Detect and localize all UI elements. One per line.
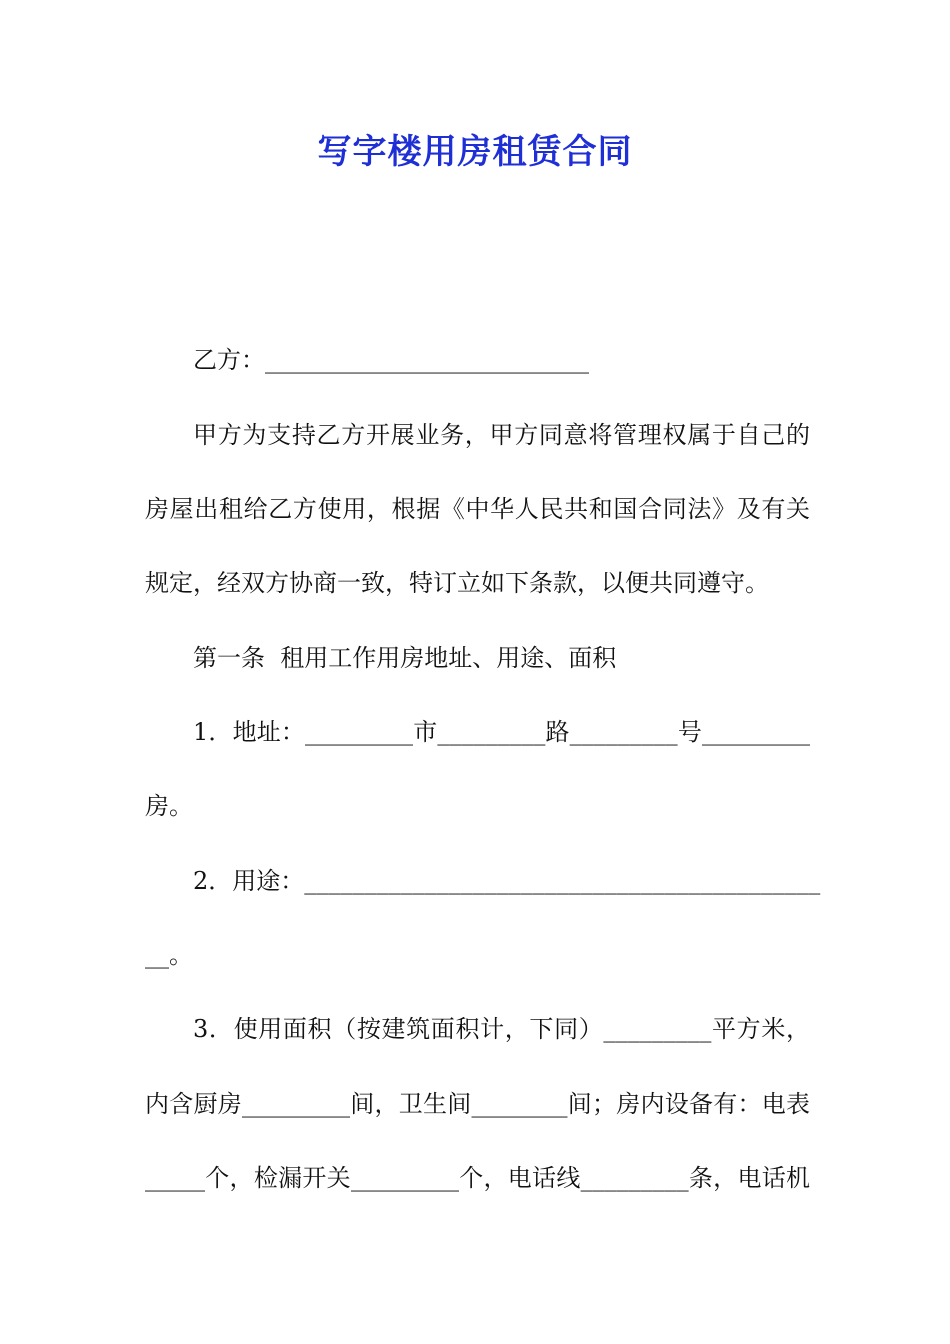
intro-paragraph-line-2: 房屋出租给乙方使用，根据《中华人民共和国合同法》及有关 bbox=[145, 495, 810, 523]
intro-paragraph-line-1: 甲方为支持乙方开展业务，甲方同意将管理权属于自己的 bbox=[193, 421, 810, 449]
area-line-3: _____个，检漏开关_________个，电话线_________条，电话机 bbox=[145, 1164, 810, 1192]
usage-line: 2．用途：___________________________________________ bbox=[193, 867, 821, 895]
area-line-2: 内含厨房_________间，卫生间________间；房内设备有：电表 bbox=[145, 1090, 810, 1118]
area-line-1: 3．使用面积（按建筑面积计，下同）_________平方米， bbox=[193, 1015, 810, 1043]
address-line-end: 房。 bbox=[145, 792, 193, 820]
address-line: 1．地址：_________市_________路_________号_________ bbox=[193, 718, 810, 746]
article-1-heading: 第一条 租用工作用房地址、用途、面积 bbox=[193, 644, 617, 672]
usage-line-end: __。 bbox=[145, 941, 193, 969]
party-b-line: 乙方：___________________________ bbox=[193, 346, 589, 374]
intro-paragraph-line-3: 规定，经双方协商一致，特订立如下条款，以便共同遵守。 bbox=[145, 569, 769, 597]
document-title: 写字楼用房租赁合同 bbox=[317, 132, 633, 172]
